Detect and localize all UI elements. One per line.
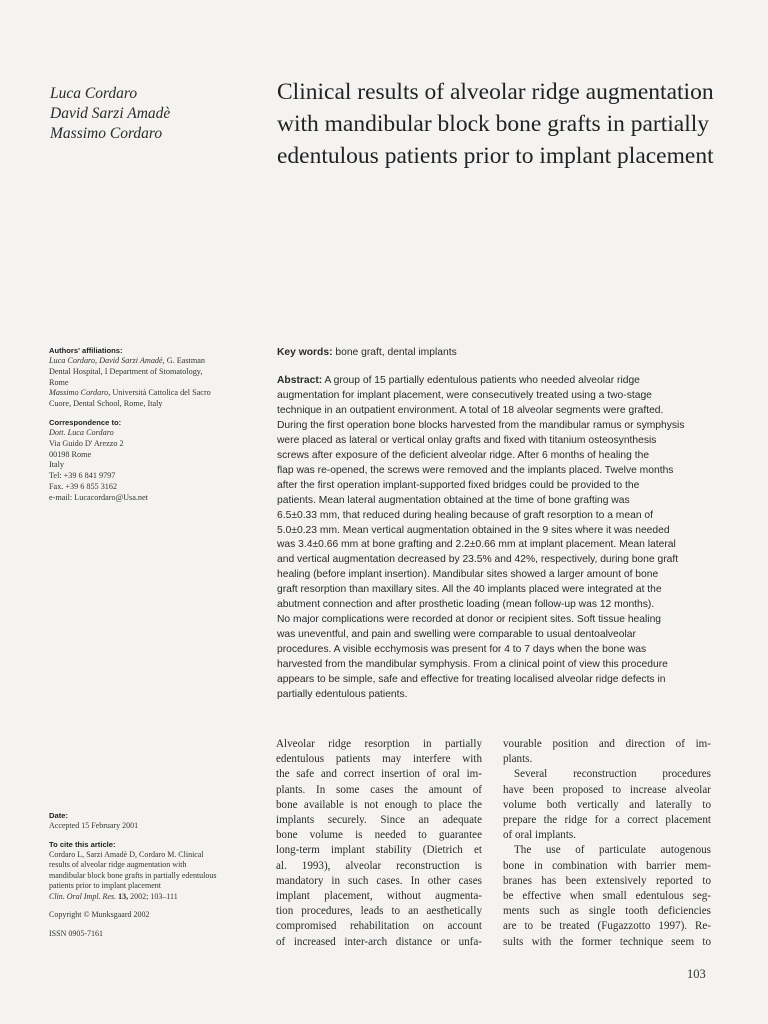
- journal-name: Clin. Oral Impl. Res.: [49, 891, 117, 901]
- abstract-line: 5.0±0.23 mm. Mean vertical augmentation obtained in the 9 sites where it was needed: [277, 524, 670, 536]
- body-line: compromised rehabilitation on account: [276, 920, 482, 933]
- abstract-line: abutment connection and after prosthetic loading (mean follow-up was 12 months).: [277, 599, 655, 611]
- abstract-line: patients. Mean lateral augmentation obtained at the time of bone grafting was: [277, 494, 630, 506]
- article-metadata: [49, 811, 259, 939]
- abstract-line: 6.5±0.33 mm, that reduced during healing because of graft resorption to a mean of: [277, 509, 653, 521]
- affiliation-line: Dental Hospital, I Department of Stomatology,: [49, 366, 203, 376]
- body-line: long-term implant stability (Dietrich et: [276, 844, 482, 857]
- author-name: Massimo Cordaro: [50, 125, 163, 142]
- affiliation-line: [49, 388, 254, 399]
- accepted-date: Accepted 15 February 2001: [49, 821, 139, 830]
- citation-line: [49, 892, 259, 903]
- abstract-line: was uneventful, and pain and swelling were comparable to usual dentoalveolar: [277, 629, 636, 641]
- body-line: of oral implants.: [503, 829, 577, 842]
- author-list: [50, 84, 260, 144]
- body-line: implants securely. Since an adequate: [276, 814, 482, 827]
- correspondence-name: Dott. Luca Cordaro: [49, 427, 114, 437]
- abstract-line: appears to be simple, safe and effective for treating localised alveolar ridge defects in: [277, 674, 666, 686]
- correspondence-street: Via Guido D' Arezzo 2: [49, 438, 124, 448]
- affiliation-names: Luca Cordaro, David Sarzi Amadè,: [49, 356, 165, 365]
- correspondence-city: 00198 Rome: [49, 449, 92, 459]
- abstract-line: was 3.4±0.66 mm at bone grafting and 2.2±0.66 mm at implant placement. Mean lateral: [277, 539, 676, 551]
- journal-volume: 13,: [116, 891, 131, 901]
- article-title: Clinical results of alveolar ridge augmentation with mandibular block bone grafts in partially edentulous patients prior to implant placement: [277, 79, 714, 169]
- citation-line: mandibular block bone grafts in partially edentulous: [49, 870, 217, 880]
- abstract-line: technique in an outpatient environment. A total of 18 alveolar segments were grafted.: [277, 404, 664, 416]
- author-name: Luca Cordaro: [50, 85, 138, 102]
- keywords-value: bone graft, dental implants: [332, 347, 457, 358]
- body-line: have been proposed to increase alveolar: [503, 783, 711, 796]
- abstract-line: were placed as lateral or vertical onlay grafts and fixed with titanium osteosynthesis: [277, 434, 657, 446]
- body-line: bone volume is needed to guarantee: [276, 829, 482, 842]
- body-column-left: [276, 737, 482, 950]
- body-line: the safe and correct insertion of oral im-: [276, 768, 482, 781]
- affiliation-line: Rome: [49, 377, 69, 387]
- body-line: prepare the ridge for a correct placement: [503, 814, 711, 827]
- affiliation-line: Cuore, Dental School, Rome, Italy: [49, 399, 163, 409]
- body-line: be effective when small edentulous seg-: [503, 890, 711, 903]
- body-line: tion procedures, leads to an aesthetically: [276, 905, 482, 918]
- correspondence-tel: Tel: +39 6 841 9797: [49, 471, 116, 481]
- author-info-sidebar: [49, 346, 254, 504]
- correspondence-country: Italy: [49, 460, 65, 470]
- body-line: implant placement, without augmenta-: [276, 890, 482, 903]
- body-line: bone available is not enough to place the: [276, 798, 482, 811]
- body-line: edentulous patients may interfere with: [276, 753, 482, 766]
- abstract-line: graft resorption than maxillary sites. All the 40 implants placed were integrated at the: [277, 584, 662, 596]
- body-line: bone in combination with barrier mem-: [503, 859, 711, 872]
- affiliations-heading: Authors' affiliations:: [49, 346, 123, 355]
- body-line: of increased inter-arch distance or unfa-: [276, 935, 482, 948]
- citation-line: Cordaro L, Sarzi Amadè D, Cordaro M. Clinical: [49, 849, 204, 859]
- body-line: sults with the former technique seem to: [503, 935, 711, 948]
- body-line: plants.: [503, 753, 533, 766]
- abstract-line: screws after exposure of the deficient alveolar ridge. After 6 months of healing the: [277, 449, 650, 461]
- correspondence-heading: Correspondence to:: [49, 417, 122, 427]
- correspondence-email: e-mail: Lucacordaro@Usa.net: [49, 492, 148, 502]
- journal-pages: 2002; 103–111: [130, 891, 178, 901]
- abstract-line: augmentation for implant placement, were consecutively treated using a two-stage: [277, 389, 652, 401]
- body-line: Alveolar ridge resorption in partially: [276, 738, 482, 750]
- keywords: [277, 345, 717, 360]
- body-line: mandatory in such cases. In other cases: [276, 874, 482, 887]
- body-line: vourable position and direction of im-: [503, 738, 711, 750]
- body-line: al. 1993), alveolar reconstruction is: [276, 859, 482, 872]
- body-line: volume both vertically and laterally to: [503, 798, 711, 811]
- abstract-line: and vertical augmentation decreased by 23.5% and 42%, respectively, during bone graft: [277, 554, 679, 566]
- abstract-line: partially edentulous patients.: [277, 689, 408, 701]
- author-name: David Sarzi Amadè: [50, 105, 171, 122]
- page-number: 103: [687, 967, 706, 981]
- affiliation-names: Massimo Cordaro,: [49, 388, 111, 398]
- issn: ISSN 0905-7161: [49, 928, 104, 938]
- correspondence-fax: Fax. +39 6 855 3162: [49, 481, 118, 491]
- abstract-line: flap was re-opened, the screws were removed and the implants placed. Twelve months: [277, 464, 674, 476]
- body-column-right: [503, 737, 711, 950]
- citation-line: results of alveolar ridge augmentation with: [49, 860, 187, 869]
- copyright: Copyright © Munksgaard 2002: [49, 910, 150, 919]
- abstract-line: [277, 374, 717, 389]
- abstract-line: procedures. A visible ecchymosis was present for 4 to 7 days when the bone was: [277, 644, 647, 656]
- abstract-text: A group of 15 partially edentulous patients who needed alveolar ridge: [322, 375, 640, 386]
- abstract-line: No major complications were recorded at donor or recipient sites. Soft tissue healing: [277, 614, 662, 626]
- body-line: The use of particulate autogenous: [514, 844, 711, 857]
- abstract-line: healing (before implant insertion). Mandibular sites showed a larger amount of bone: [277, 569, 659, 581]
- abstract-label: Abstract:: [277, 375, 323, 386]
- affiliation-text: Università Cattolica del Sacro: [110, 388, 211, 398]
- abstract-line: During the first operation bone blocks harvested from the mandibular ramus or symphysis: [277, 419, 685, 431]
- abstract: [277, 374, 717, 703]
- affiliation-line: [49, 356, 254, 367]
- body-line: ments such as single tooth deficiencies: [503, 905, 711, 918]
- body-line: plants. In some cases the amount of: [276, 783, 482, 796]
- abstract-line: harvested from the mandibular symphysis. From a clinical point of view this procedure: [277, 659, 668, 671]
- citation-line: patients prior to implant placement: [49, 881, 161, 890]
- affiliation-text: G. Eastman: [164, 356, 205, 365]
- body-line: Several reconstruction procedures: [514, 768, 711, 781]
- keywords-label: Key words:: [277, 347, 333, 358]
- body-line: are to be treated (Fugazzotto 1997). Re-: [503, 920, 711, 933]
- body-line: branes has been extensively reported to: [503, 874, 711, 887]
- abstract-line: after the first operation implant-supported fixed bridges could be provided to the: [277, 479, 640, 491]
- date-heading: Date:: [49, 811, 68, 820]
- citation-heading: To cite this article:: [49, 839, 116, 849]
